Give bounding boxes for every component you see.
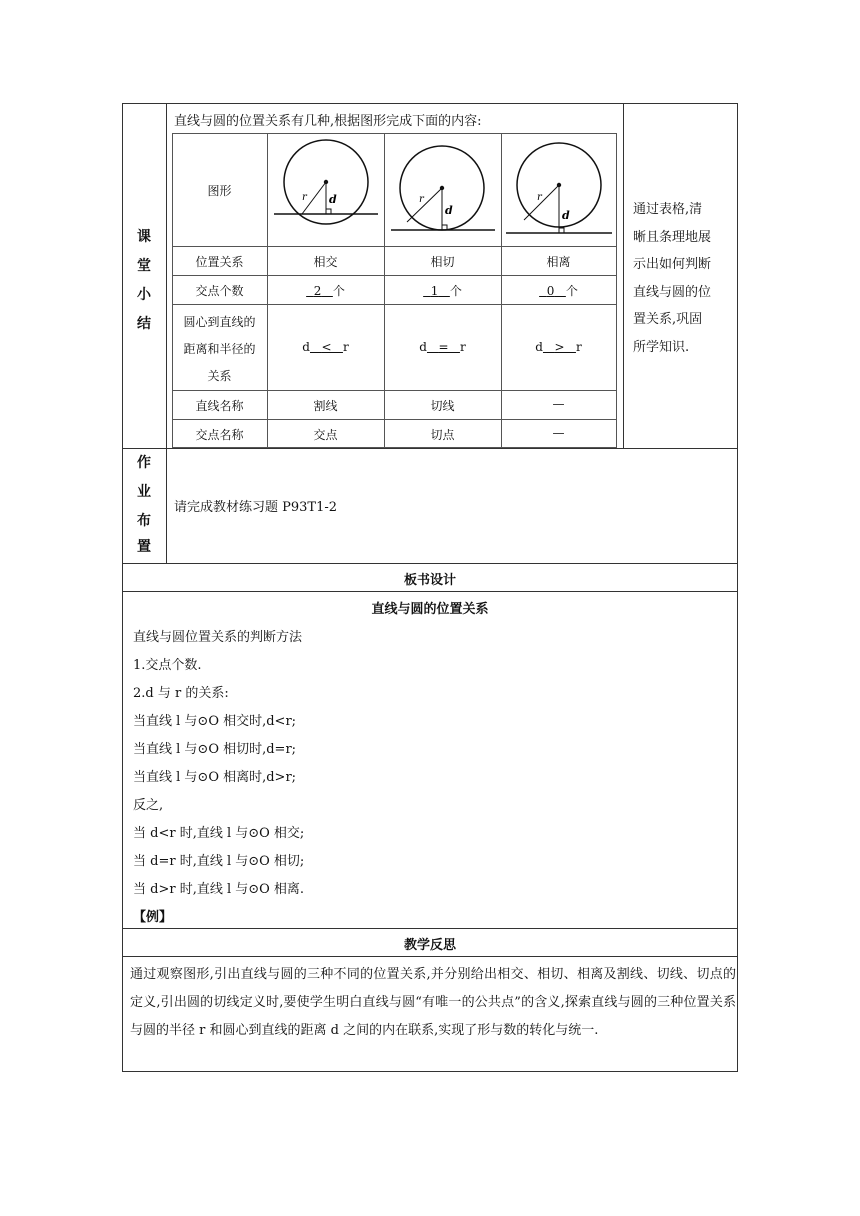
cell-point-name-separate: — [552, 426, 565, 440]
board-line: 反之, [133, 798, 164, 813]
board-header: 板书设计 [403, 573, 456, 588]
board-line: 当 d>r 时,直线 l 与⊙O 相离. [133, 882, 305, 897]
cell-position-intersect: 相交 [313, 255, 338, 269]
cell-count-separate: 0 个 [501, 282, 616, 299]
cell-point-name-tangent: 切点 [430, 428, 455, 442]
cell-count-intersect: 2 个 [267, 282, 384, 299]
cell-position-separate: 相离 [546, 255, 571, 269]
distance-label: d [329, 193, 337, 206]
table-border-top [122, 103, 738, 104]
relation-value: < [321, 340, 332, 354]
cell-relation-intersect: d < r [302, 340, 349, 354]
relation-value: = [438, 340, 449, 354]
figure-header-label: 图形 [207, 184, 232, 198]
table-border-homework-top [122, 448, 738, 449]
board-line: 1.交点个数. [133, 658, 202, 673]
cell-line-name-separate: — [552, 397, 565, 411]
count-value: 1 [430, 284, 439, 298]
inner-row-line [172, 304, 616, 305]
inner-row-line [172, 246, 616, 247]
cell-relation-tangent: d = r [419, 340, 466, 354]
inner-row-line [172, 390, 616, 391]
cell-line-name-tangent: 切线 [430, 399, 455, 413]
row-label-position: 位置关系 [195, 255, 244, 269]
board-line: 当直线 l 与⊙O 相交时,d<r; [133, 714, 297, 729]
count-value: 2 [313, 284, 322, 298]
inner-col-line [616, 133, 617, 448]
board-title: 直线与圆的位置关系 [371, 602, 489, 617]
cell-line-name-intersect: 割线 [313, 399, 338, 413]
homework-text: 请完成教材练习题 P93T1-2 [174, 500, 338, 515]
figure-separate [502, 134, 616, 246]
row-label-point-name: 交点名称 [195, 428, 244, 442]
cell-relation-separate: d > r [535, 340, 582, 354]
radius-label: r [537, 192, 542, 203]
inner-row-line [172, 275, 616, 276]
distance-label: d [445, 204, 453, 217]
cell-count-tangent: 1 个 [384, 282, 501, 299]
summary-note: 通过表格,清 晰且条理地展 示出如何判断 直线与圆的位 置关系,巩固 所学知识. [633, 202, 712, 355]
summary-intro: 直线与圆的位置关系有几种,根据图形完成下面的内容: [174, 114, 482, 129]
homework-label-char: 布 [137, 513, 151, 529]
relation-value: > [554, 340, 565, 354]
board-line: 当 d<r 时,直线 l 与⊙O 相交; [133, 826, 305, 841]
homework-label-char: 业 [137, 484, 151, 500]
table-border-board-header-top [122, 563, 738, 564]
distance-label: d [562, 209, 570, 222]
figure-tangent [385, 134, 501, 246]
count-value: 0 [546, 284, 555, 298]
homework-label-char: 作 [137, 455, 151, 471]
row-label-count: 交点个数 [195, 284, 244, 298]
summary-label-char: 小 [137, 287, 151, 303]
summary-label-char: 堂 [137, 258, 151, 274]
cell-position-tangent: 相切 [430, 255, 455, 269]
homework-label-char: 置 [137, 539, 151, 555]
row-label-relation: 圆心到直线的 距离和半径的 关系 [183, 315, 256, 383]
board-line: 当直线 l 与⊙O 相离时,d>r; [133, 770, 297, 785]
table-border-reflection-top [122, 956, 738, 957]
table-divider-note-col [623, 103, 624, 448]
board-line: 直线与圆位置关系的判断方法 [133, 630, 303, 645]
table-border-bottom [122, 1071, 738, 1072]
inner-row-line [172, 419, 616, 420]
summary-label-char: 课 [137, 229, 151, 245]
row-label-line-name: 直线名称 [195, 399, 244, 413]
board-line: 【例】 [133, 910, 173, 925]
radius-label: r [302, 192, 307, 203]
board-line: 2.d 与 r 的关系: [133, 686, 229, 701]
board-line: 当 d=r 时,直线 l 与⊙O 相切; [133, 854, 305, 869]
reflection-header: 教学反思 [403, 938, 456, 953]
figure-intersect [268, 134, 384, 246]
table-border-reflection-header-top [122, 928, 738, 929]
board-line: 当直线 l 与⊙O 相切时,d=r; [133, 742, 297, 757]
radius-label: r [419, 194, 424, 205]
reflection-text: 通过观察图形,引出直线与圆的三种不同的位置关系,并分别给出相交、相切、相离及割线、切线、切点的定义,引出圆的切线定义时,要使学生明白直线与圆“有唯一的公共点”的含义,探索直线与圆的三种位置关系与圆的半径 r 和圆心到直线的距离 d 之间的内在联系,实现了形与数的转化与统一. [130, 967, 736, 1038]
summary-label-char: 结 [137, 316, 151, 332]
table-border-board-top [122, 591, 738, 592]
cell-point-name-intersect: 交点 [313, 428, 338, 442]
inner-row-line [172, 447, 616, 448]
table-divider-label-col [166, 103, 167, 563]
